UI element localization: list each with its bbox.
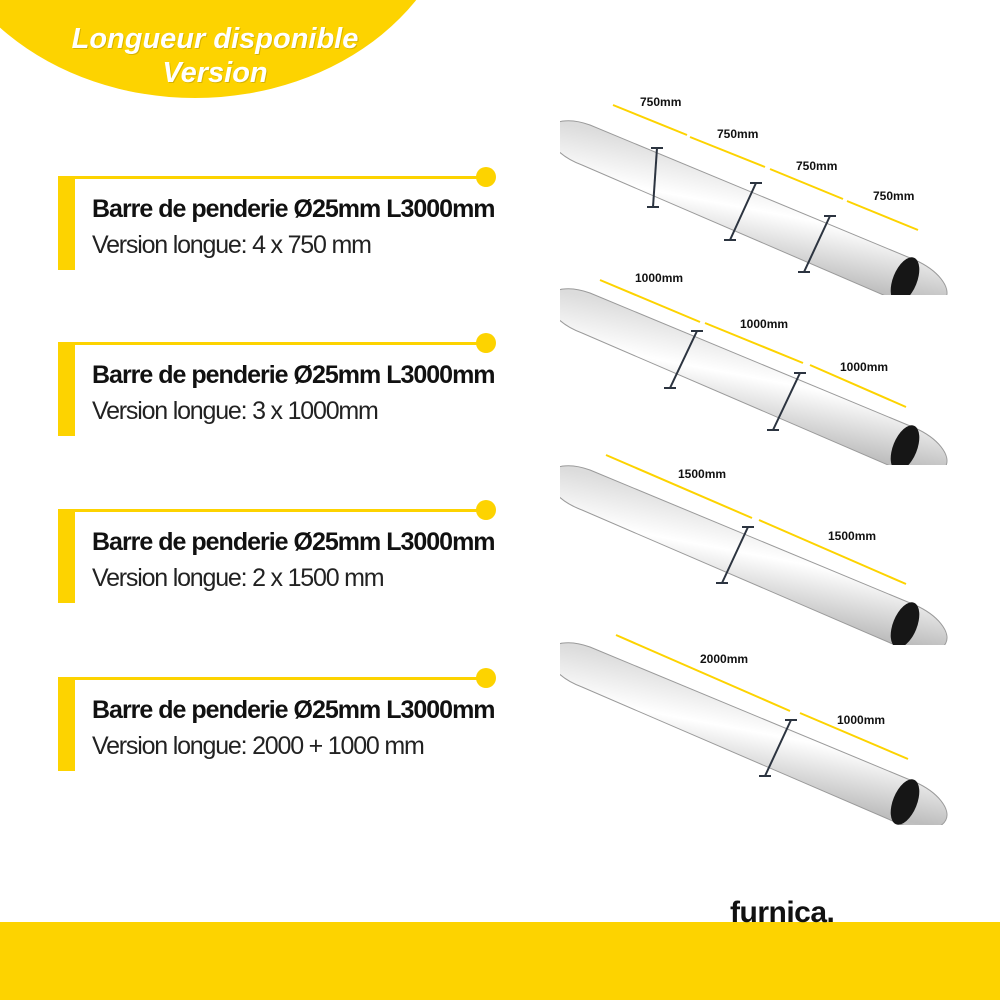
segment-label: 1500mm	[828, 529, 877, 543]
accent-line	[75, 677, 485, 680]
accent-dot	[476, 167, 496, 187]
segment-label: 1000mm	[840, 360, 889, 374]
accent-bar	[58, 176, 75, 270]
accent-bar	[58, 509, 75, 603]
product-version: Version longue: 2 x 1500 mm	[92, 564, 384, 592]
segment-label: 1000mm	[740, 317, 789, 331]
product-row-3	[58, 509, 558, 603]
product-version: Version longue: 2000 + 1000 mm	[92, 732, 424, 760]
product-title: Barre de penderie Ø25mm L3000mm	[92, 696, 495, 724]
product-version: Version longue: 4 x 750 mm	[92, 231, 371, 259]
segment-label: 750mm	[717, 127, 759, 141]
tube-illustration-2	[560, 265, 1000, 465]
tube-body	[560, 643, 947, 825]
accent-dot	[476, 333, 496, 353]
segment-label: 750mm	[873, 189, 915, 203]
segment-label: 1500mm	[678, 467, 727, 481]
brand-logo: furnica.	[730, 896, 835, 929]
header-line-1: Longueur disponible	[71, 23, 359, 55]
product-title: Barre de penderie Ø25mm L3000mm	[92, 361, 495, 389]
segment-label: 1000mm	[837, 713, 886, 727]
product-row-2	[58, 342, 558, 436]
product-version: Version longue: 3 x 1000mm	[92, 397, 378, 425]
segment-label: 750mm	[796, 159, 838, 173]
segment-label: 2000mm	[700, 652, 749, 666]
segment-label: 1000mm	[635, 271, 684, 285]
accent-line	[75, 342, 485, 345]
product-title: Barre de penderie Ø25mm L3000mm	[92, 528, 495, 556]
accent-line	[75, 509, 485, 512]
header-line-2: Version	[162, 57, 268, 89]
product-row-4	[58, 677, 558, 771]
accent-bar	[58, 342, 75, 436]
accent-bar	[58, 677, 75, 771]
footer-band	[0, 922, 1000, 1000]
segment-label: 750mm	[640, 95, 682, 109]
tube-body	[560, 466, 947, 645]
accent-line	[75, 176, 485, 179]
product-title: Barre de penderie Ø25mm L3000mm	[92, 195, 495, 223]
accent-dot	[476, 668, 496, 688]
tube-illustration-4	[560, 625, 1000, 825]
tube-body	[560, 289, 947, 465]
tube-illustration-3	[560, 445, 1000, 645]
header-title	[0, 22, 430, 90]
accent-dot	[476, 500, 496, 520]
product-row-1	[58, 176, 558, 270]
